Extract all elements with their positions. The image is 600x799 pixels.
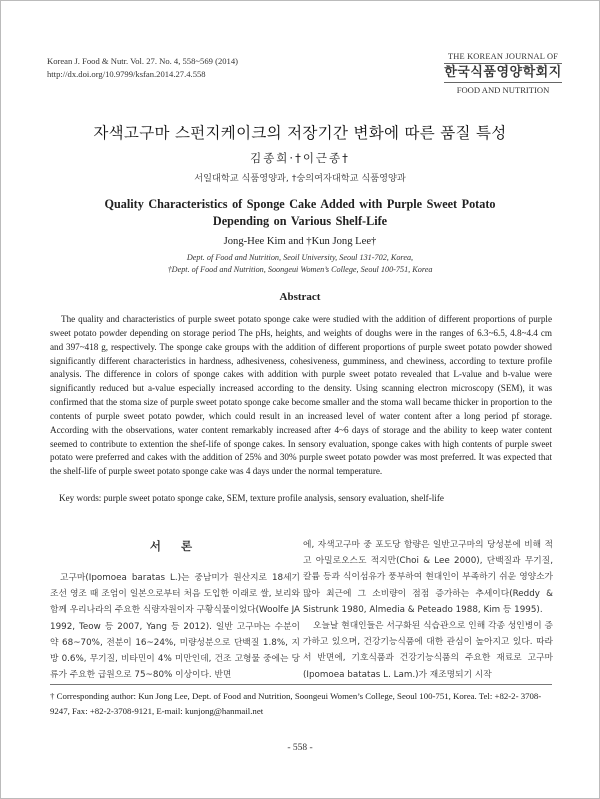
affiliation-2: †Dept. of Food and Nutrition, Soongeui Women’s College, Seoul 100-751, Korea — [167, 265, 433, 274]
korean-title: 자색고구마 스펀지케이크의 저장기간 변화에 따른 품질 특성 — [93, 124, 507, 142]
page-number: - 558 - — [287, 743, 313, 753]
journal-logo — [444, 52, 562, 95]
english-authors: Jong-Hee Kim and †Kun Jong Lee† — [223, 236, 377, 247]
footnote-divider — [50, 684, 552, 685]
section-heading-introduction: 서 론 — [149, 539, 201, 553]
right-column — [303, 537, 553, 683]
journal-name-ko: 한국식품영양학회지 — [444, 65, 562, 80]
intro-paragraph-2: 에, 자색고구마 중 포도당 함량은 일반고구마의 당성분에 비해 적고 아밀로오스도 적지만(Choi & Lee 2000), 단백질과 무기질, 칼륨 등과 식이섬유가 풍부하여 현대인이 부족하기 쉬운 영양소가 많아 최근에 그 소비량이 점점 증가하는 추세이다(Reddy & Sistrunk 1980, Almedia & Peteado 1988, Kim 등 1995). — [303, 540, 553, 615]
intro-paragraph-1: 고구마(Ipomoea baratas L.)는 중남미가 원산지로 18세기 조선 영조 때 조엄이 일본으로부터 처음 도입한 이래로 쌀, 보리와 함께 우리나라의 주요한 식량자원이자 구황식물이었다(Woolfe JA 1992, Teow 등 2007, Yang 등 2012). 일반 고구마는 수분이 약 68~70%, 전분이 16~24%, 미량성분으로 단백질 1.8%, 지방 0.6%, 무기질, 비타민이 4% 미만인데, 건조 고형물 중에는 당류가 주요한 급원으로 75~80% 이상이다. 반면 — [50, 573, 300, 681]
korean-authors: 김종희·†이근종† — [250, 151, 350, 165]
journal-name-en-bottom: FOOD AND NUTRITION — [444, 82, 562, 95]
left-column — [50, 538, 300, 683]
journal-name-en-top: THE KOREAN JOURNAL OF — [444, 52, 562, 64]
citation-line: Korean J. Food & Nutr. Vol. 27. No. 4, 558~569 (2014) — [47, 56, 239, 66]
english-title — [0, 196, 600, 230]
keywords: Key words: purple sweet potato sponge cake, SEM, texture profile analysis, sensory evaluation, shelf-life — [59, 493, 444, 503]
abstract-heading: Abstract — [279, 291, 321, 303]
english-title-line-2: Depending on Various Shelf-Life — [212, 214, 388, 228]
abstract-text: The quality and characteristics of purple sweet potato sponge cake were studied with the addition of different proportions of purple sweet potato powder depending on storage period The pHs, heights, and weights of doughs were in the ranges of 6.3~6.5, 4.8~4.4 cm and 397~418 g, respectively. The sponge cake groups with the addition of different proportions of purple sweet potato powder showed significantly different characteristics in hardness, adhesiveness, cohesiveness, gumminess, and chewiness, according to texture profile analysis. The difference in colors of sponge cakes with addition with purple sweet potato revealed that L-value and b-value were significantly reduced but a-value especially increased according to the density. Using scanning electron microscopy (SEM), it was confirmed that the stoma size of purple sweet potato sponge cake become smaller and the stoma wall became thicker in proportion to the contents of purple sweet potato powder, which could result in an increased level of water content after a long period pf storage. According with the observations, water content remarkably increased after 4~6 days of storage and the ability to keep water content seemed to contribute to extention the shef-life of sponge cakes. In sensory evaluation, sponge cakes with high contents of purple sweet potato were preferred and cakes with the addition of 25% and 30% purple sweet potato powder was most preferred. It was expected that the shelf-life of purple sweet potato sponge cake was 4 days under the normal temperature. — [50, 314, 552, 477]
english-affiliation — [0, 252, 600, 276]
affiliation-1: Dept. of Food and Nutrition, Seoil University, Seoul 131-702, Korea, — [186, 253, 414, 262]
english-title-line-1: Quality Characteristics of Sponge Cake Added with Purple Sweet Potato — [104, 197, 496, 211]
journal-citation — [47, 55, 238, 81]
corresponding-author-footnote: † Corresponding author: Kun Jong Lee, Dept. of Food and Nutrition, Soongeui Women’s College, Seoul 100-751, Korea. Tel: +82-2- 3708-9247, Fax: +82-2-3708-9121, E-mail: kunjong@hanmail.net — [50, 691, 542, 716]
doi-link[interactable]: http://dx.doi.org/10.9799/ksfan.2014.27.4.558 — [47, 69, 206, 79]
intro-paragraph-3: 오늘날 현대인들은 서구화된 식습관으로 인해 각종 성인병이 증가하고 있으며, 건강기능식품에 대한 관심이 높아지고 있다. 따라서 반면에, 기호식품과 건강기능식품의 주요한 재료로 고구마(Ipomoea batatas L. Lam.)가 재조명되기 시작 — [303, 621, 553, 680]
korean-affiliation: 서일대학교 식품영양과, †숭의여자대학교 식품영양과 — [194, 173, 406, 184]
